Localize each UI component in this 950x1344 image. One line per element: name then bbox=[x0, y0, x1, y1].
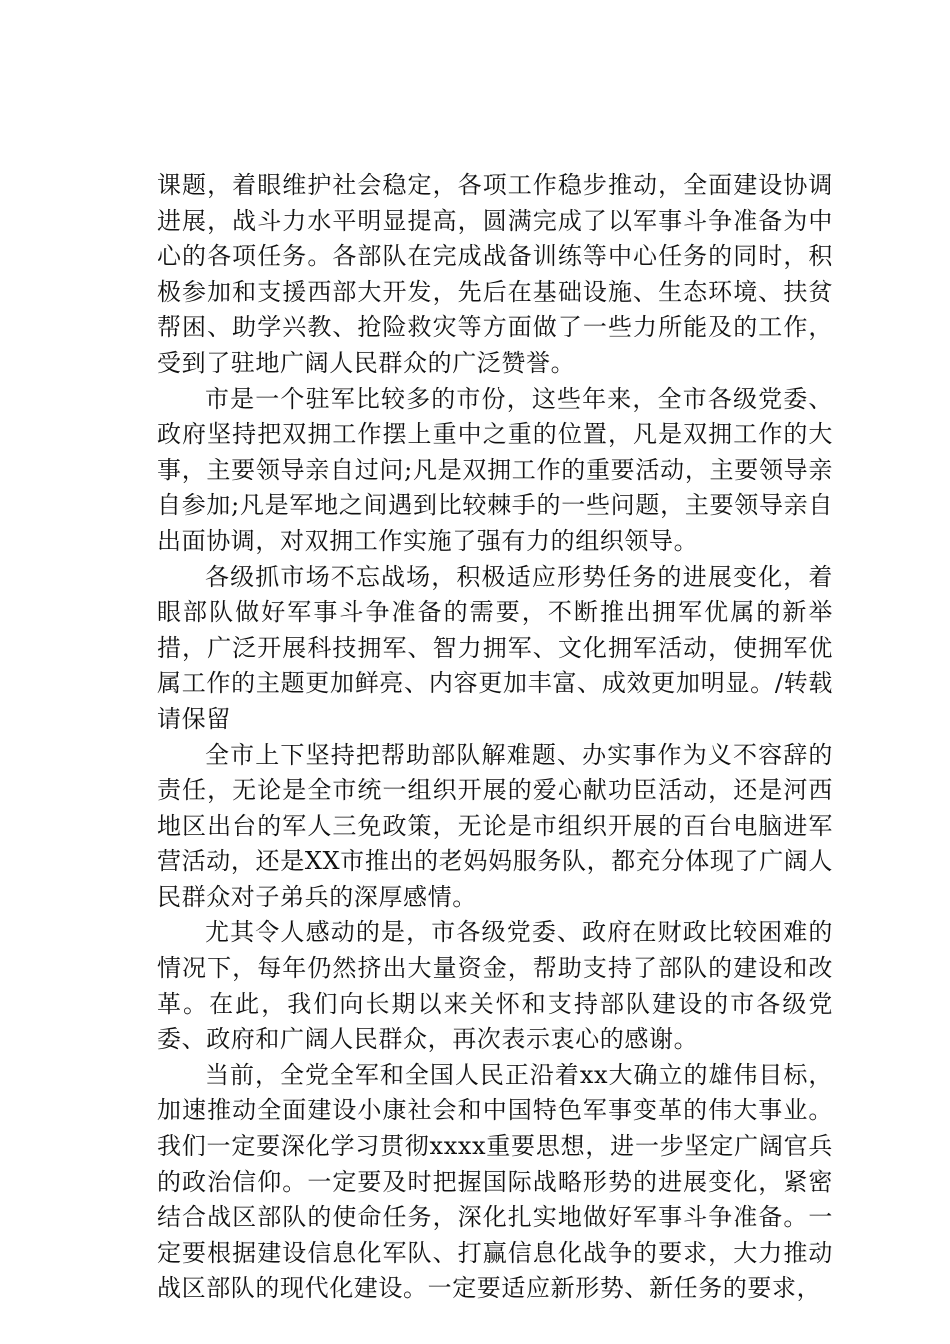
paragraph-6: 当前，全党全军和全国人民正沿着xx大确立的雄伟目标，加速推动全面建设小康社会和中国特色军事变革的伟大事业。我们一定要深化学习贯彻xxxx重要思想，进一步坚定广阔官兵的政治信仰。一定要及时把握国际战略形势的进展变化，紧密结合战区部队的使命任务，深化扎实地做好军事斗争准备。一定要根据建设信息化军队、打赢信息化战争的要求，大力推动战区部队的现代化建设。一定要适应新形势、新任务的要求， bbox=[157, 1060, 833, 1303]
paragraph-1: 课题，着眼维护社会稳定，各项工作稳步推动，全面建设协调进展，战斗力水平明显提高，圆满完成了以军事斗争准备为中心的各项任务。各部队在完成战备训练等中心任务的同时，积极参加和支援西部大开发，先后在基础设施、生态环境、扶贫帮困、助学兴教、抢险救灾等方面做了一些力所能及的工作，受到了驻地广阔人民群众的广泛赞誉。 bbox=[157, 171, 833, 377]
paragraph-4: 全市上下坚持把帮助部队解难题、办实事作为义不容辞的责任，无论是全市统一组织开展的爱心献功臣活动，还是河西地区出台的军人三免政策，无论是市组织开展的百台电脑进军营活动，还是XX市推出的老妈妈服务队，都充分体现了广阔人民群众对子弟兵的深厚感情。 bbox=[157, 740, 833, 911]
paragraph-5: 尤其令人感动的是，市各级党委、政府在财政比较困难的情况下，每年仍然挤出大量资金，帮助支持了部队的建设和改革。在此，我们向长期以来关怀和支持部队建设的市各级党委、政府和广阔人民群众，再次表示衷心的感谢。 bbox=[157, 918, 833, 1054]
document-body bbox=[157, 168, 833, 1307]
paragraph-2: 市是一个驻军比较多的市份，这些年来，全市各级党委、政府坚持把双拥工作摆上重中之重的位置，凡是双拥工作的大事，主要领导亲自过问;凡是双拥工作的重要活动，主要领导亲自参加;凡是军地之间遇到比较棘手的一些问题，主要领导亲自出面协调，对双拥工作实施了强有力的组织领导。 bbox=[157, 384, 833, 555]
paragraph-3: 各级抓市场不忘战场，积极适应形势任务的进展变化，着眼部队做好军事斗争准备的需要，不断推出拥军优属的新举措，广泛开展科技拥军、智力拥军、文化拥军活动，使拥军优属工作的主题更加鲜亮、内容更加丰富、成效更加明显。/转载请保留 bbox=[157, 562, 833, 733]
